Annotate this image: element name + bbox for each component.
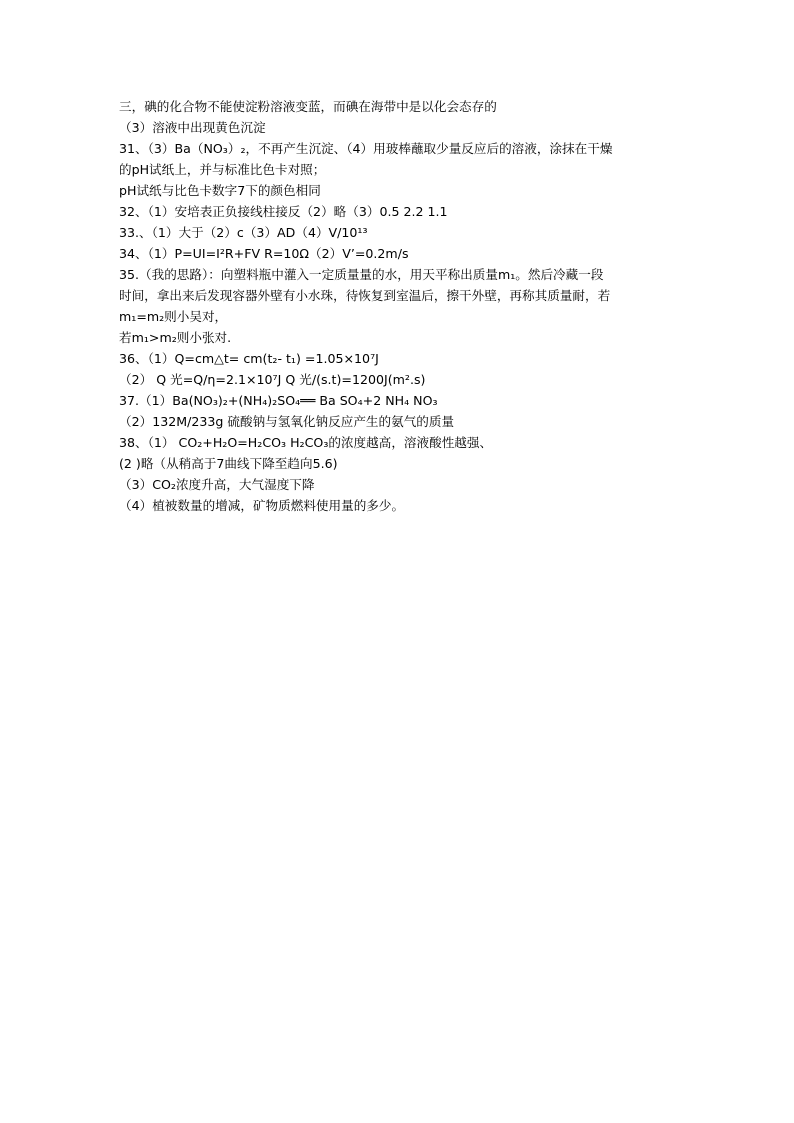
text-line-4: 的pH试纸上，并与标准比色卡对照； [119,162,326,177]
text-line-10: 时间，拿出来后发现容器外壁有小水珠，待恢复到室温后，擦干外壁，再称其质量耐，若 [119,288,611,303]
text-line-18: (2 )略（从稍高于7曲线下降至趋向5.6) [119,456,338,471]
text-line-16: （2）132M/233g 硫酸钠与氢氧化钠反应产生的氨气的质量 [119,414,455,429]
text-line-17: 38、（1） CO₂+H₂O=H₂CO₃ H₂CO₃的浓度越高，溶液酸性越强、 [119,435,493,450]
text-line-5: pH试纸与比色卡数字7下的颜色相同 [119,183,321,198]
text-line-7: 33.、（1）大于（2）c（3）AD（4）V/10¹³ [119,225,368,240]
text-line-9: 35.（我的思路）：向塑料瓶中灌入一定质量量的水，用天平称出质量m₁。然后冷藏一段 [119,267,604,282]
text-line-14: （2） Q 光=Q/η=2.1×10⁷J Q 光/(s.t)=1200J(m².s) [119,372,426,387]
text-line-20: （4）植被数量的增减，矿物质燃料使用量的多少。 [119,498,405,513]
text-line-2: （3）溶液中出现黄色沉淀 [119,120,266,135]
text-line-19: （3）CO₂浓度升高，大气湿度下降 [119,477,315,492]
text-line-15: 37.（1）Ba(NO₃)₂+(NH₄)₂SO₄══ Ba SO₄+2 NH₄ NO₃ [119,393,438,408]
text-line-6: 32、（1）安培表正负接线柱接反（2）略（3）0.5 2.2 1.1 [119,204,448,219]
answer-text-block [119,96,679,516]
text-line-13: 36、（1）Q=cm△t= cm(t₂- t₁) =1.05×10⁷J [119,351,379,366]
text-line-1: 三，碘的化合物不能使淀粉溶液变蓝，而碘在海带中是以化会态存的 [119,99,497,114]
text-line-11: m₁=m₂则小吴对， [119,309,228,324]
text-line-12: 若m₁>m₂则小张对. [119,330,232,345]
text-line-3: 31、（3）Ba（NO₃）₂，不再产生沉淀、（4）用玻棒蘸取少量反应后的溶液，涂抹在干燥 [119,141,613,156]
text-line-8: 34、（1）P=UI=I²R+FV R=10Ω（2）V’=0.2m/s [119,246,409,261]
